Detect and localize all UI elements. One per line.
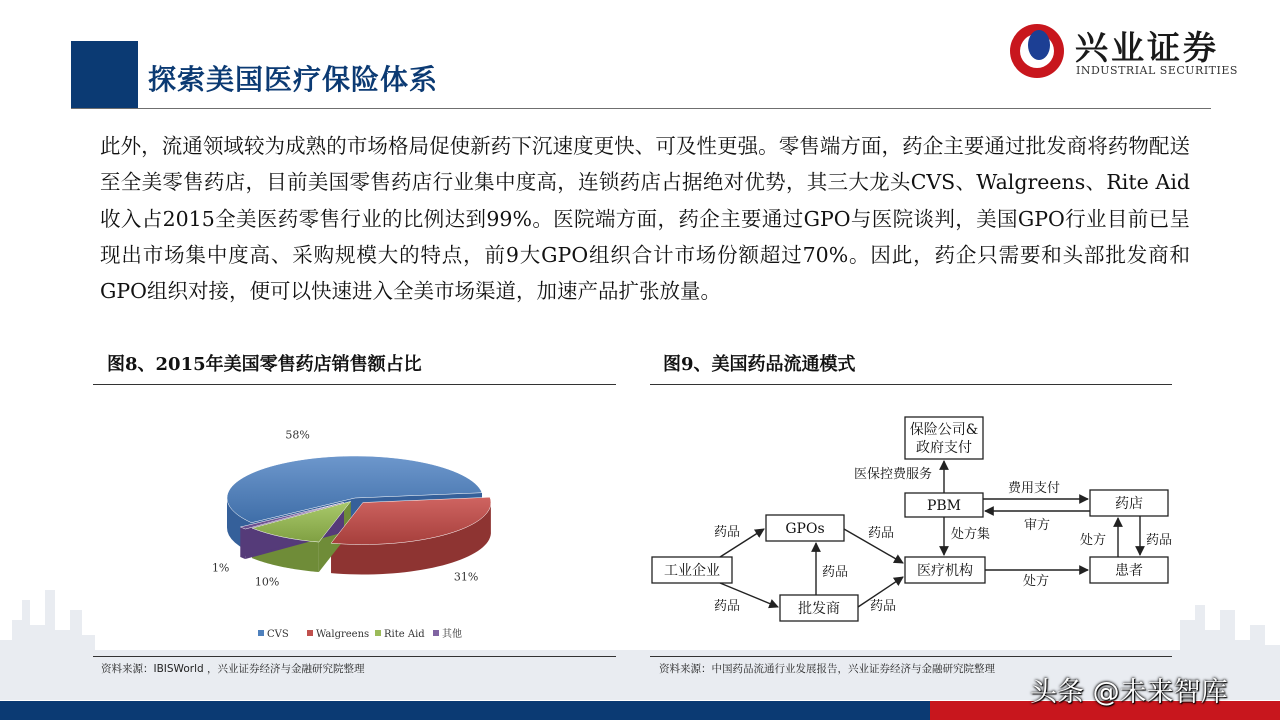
edge-label-pharmacy-patient: 药品 [1146, 533, 1173, 548]
edge-label-pay: 费用支付 [1008, 481, 1061, 496]
edge-label-formulary: 处方集 [951, 527, 991, 542]
node-patient-label: 患者 [1115, 563, 1143, 579]
pie-chart [93, 390, 616, 655]
node-manufacturer-label: 工业企业 [664, 563, 720, 579]
legend-swatch-其他 [433, 630, 439, 636]
legend-swatch-CVS [258, 630, 264, 636]
legend-label-Rite Aid: Rite Aid [384, 629, 425, 640]
title-divider [71, 108, 1211, 109]
figure9-source-rule [650, 656, 1172, 657]
title-accent-block [71, 41, 138, 108]
figure8-caption-rule [93, 384, 616, 385]
node-pharmacy-label: 药店 [1115, 496, 1143, 512]
edge-label-review: 审方 [1024, 518, 1051, 533]
figure8-caption: 图8、2015年美国零售药店销售额占比 [107, 354, 422, 375]
node-insurer-label-2: 政府支付 [916, 440, 972, 456]
pie-label-Rite Aid: 10% [254, 575, 280, 589]
legend-swatch-Rite Aid [375, 630, 381, 636]
distribution-flow-diagram [640, 405, 1200, 625]
node-hospital-label: 医疗机构 [917, 563, 973, 579]
node-insurer-label-1: 保险公司& [909, 422, 979, 438]
edge-label-hospital-patient: 处方 [1023, 574, 1050, 589]
edge-label-wholesaler-hospital: 药品 [870, 599, 897, 614]
page-title: 探索美国医疗保险体系 [148, 63, 439, 96]
body-paragraph: 此外，流通领域较为成熟的市场格局促使新药下沉速度更快、可及性更强。零售端方面，药企主要通过批发商将药物配送至全美零售药店，目前美国零售药店行业集中度高，连锁药店占据绝对优势，其三大龙头CVS、Walgreens、Rite Aid收入占2015全美医药零售行业的比例达到99%。医院端方面，药企主要通过GPO与医院谈判，美国GPO行业目前已呈现出市场集中度高、采购规模大的特点，前9大GPO组织合计市场份额超过70%。因此，药企只需要和头部批发商和GPO组织对接，便可以快速进入全美市场渠道，加速产品扩张放量。 [100, 134, 1190, 304]
logo-name: 兴业证券 [1075, 28, 1219, 67]
edge-label-gpos-hospital: 药品 [868, 526, 895, 541]
edge-label-wholesaler-gpos: 药品 [822, 565, 849, 580]
pie-label-其他: 1% [211, 561, 230, 575]
pie-label-Walgreens: 31% [453, 570, 479, 584]
edge-label-patient-pharmacy: 处方 [1080, 533, 1107, 548]
legend-swatch-Walgreens [307, 630, 313, 636]
pie-label-CVS: 58% [285, 428, 310, 442]
figure8-source-rule [93, 656, 616, 657]
node-gpos-label: GPOs [785, 521, 825, 537]
logo-subtitle: INDUSTRIAL SECURITIES [1076, 64, 1238, 77]
brand-logo [1010, 22, 1265, 82]
node-pbm-label: PBM [926, 498, 962, 514]
watermark: 头条 @未来智库 [1030, 677, 1228, 708]
figure9-caption-rule [650, 384, 1172, 385]
edge-label-insurer-pbm: 医保控费服务 [854, 467, 933, 482]
logo-mark-icon [1010, 24, 1064, 78]
figure9-caption: 图9、美国药品流通模式 [663, 354, 856, 375]
legend-label-其他: 其他 [442, 629, 462, 640]
figure9-source: 资料来源：中国药品流通行业发展报告，兴业证券经济与金融研究院整理 [659, 663, 995, 675]
edge-label-mfr-gpos: 药品 [714, 525, 741, 540]
legend-label-Walgreens: Walgreens [316, 629, 370, 640]
legend-label-CVS: CVS [267, 629, 289, 640]
edge-label-mfr-wholesaler: 药品 [714, 599, 741, 614]
figure8-source: 资料来源：IBISWorld ，兴业证券经济与金融研究院整理 [101, 663, 365, 675]
node-wholesaler-label: 批发商 [798, 601, 840, 617]
